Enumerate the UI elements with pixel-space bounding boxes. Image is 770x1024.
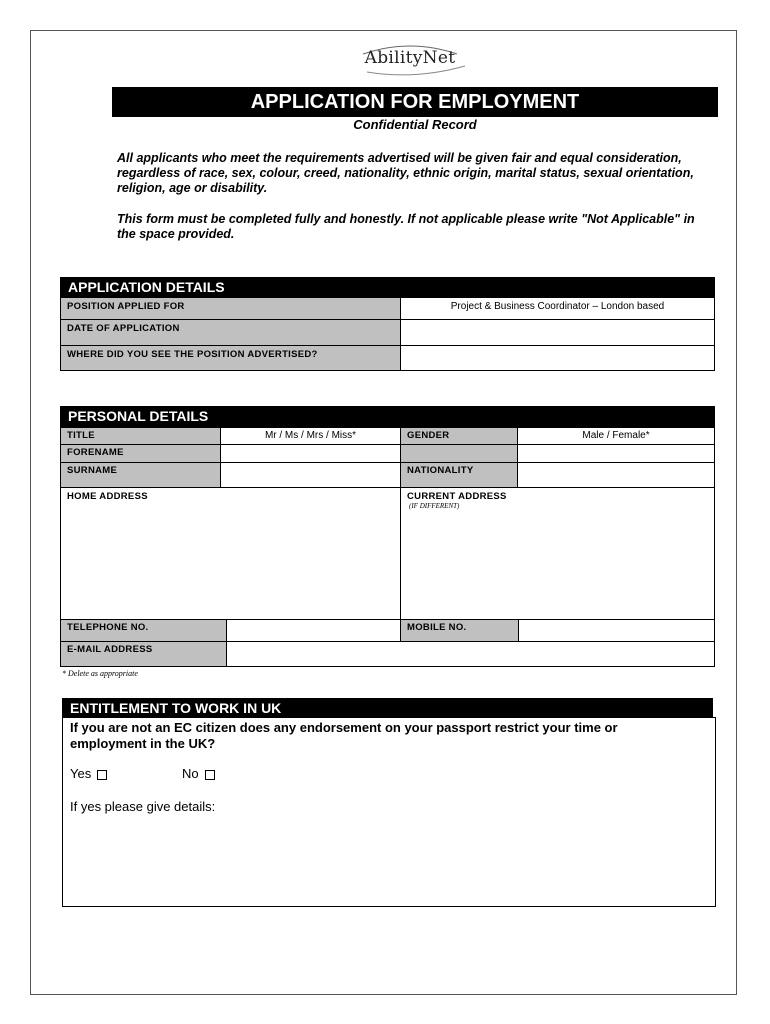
page-subtitle: Confidential Record	[353, 117, 477, 132]
forename-label: FORENAME	[60, 444, 221, 463]
current-address-box[interactable]	[400, 487, 715, 620]
no-checkbox[interactable]	[205, 770, 215, 780]
logo-text: AbilityNet	[364, 48, 456, 68]
nationality-field[interactable]	[517, 462, 715, 488]
personal-details-heading: PERSONAL DETAILS	[60, 406, 715, 427]
blank-cell	[517, 444, 715, 463]
mobile-field[interactable]	[518, 619, 715, 642]
telephone-label: TELEPHONE NO.	[60, 619, 227, 642]
position-applied-label: POSITION APPLIED FOR	[60, 297, 401, 320]
home-address-label: HOME ADDRESS	[67, 491, 148, 502]
entitlement-heading: ENTITLEMENT TO WORK IN UK	[62, 698, 713, 718]
blank-grey-cell	[400, 444, 518, 463]
entitlement-question: If you are not an EC citizen does any endorsement on your passport restrict your time or employment in the UK?	[70, 720, 618, 751]
details-label: If yes please give details:	[70, 799, 216, 814]
no-label: No	[182, 766, 199, 781]
date-of-application-label: DATE OF APPLICATION	[60, 319, 401, 346]
date-of-application-field[interactable]	[400, 319, 715, 346]
gender-field[interactable]: Male / Female*	[517, 427, 715, 445]
no-option[interactable]	[182, 766, 215, 781]
current-address-note: (IF DIFFERENT)	[409, 502, 460, 510]
email-field[interactable]	[226, 641, 715, 667]
page-title: APPLICATION FOR EMPLOYMENT	[112, 87, 718, 117]
gender-label: GENDER	[400, 427, 518, 445]
position-advertised-field[interactable]	[400, 345, 715, 371]
current-address-label: CURRENT ADDRESS	[407, 491, 507, 502]
nationality-label: NATIONALITY	[400, 462, 518, 488]
yes-checkbox[interactable]	[97, 770, 107, 780]
position-applied-field[interactable]: Project & Business Coordinator – London based	[400, 297, 715, 320]
surname-field[interactable]	[220, 462, 401, 488]
delete-footnote: * Delete as appropriate	[62, 669, 138, 678]
mobile-label: MOBILE NO.	[400, 619, 519, 642]
position-advertised-label: WHERE DID YOU SEE THE POSITION ADVERTISED?	[60, 345, 401, 371]
forename-field[interactable]	[220, 444, 401, 463]
surname-label: SURNAME	[60, 462, 221, 488]
yes-label: Yes	[70, 766, 92, 781]
yes-option[interactable]	[70, 766, 107, 781]
application-details-heading: APPLICATION DETAILS	[60, 277, 715, 297]
abilitynet-logo	[355, 42, 475, 78]
completion-instructions: This form must be completed fully and honestly. If not applicable please write "Not Applicable" in the space provided.	[117, 212, 695, 241]
email-label: E-MAIL ADDRESS	[60, 641, 227, 667]
equal-opportunity-statement: All applicants who meet the requirements advertised will be given fair and equal consideration, regardless of race, sex, colour, creed, nationality, ethnic origin, marital status, sexual orientation, religion, age or disability.	[117, 151, 694, 195]
title-field[interactable]: Mr / Ms / Mrs / Miss*	[220, 427, 401, 445]
details-field[interactable]	[66, 818, 711, 903]
telephone-field[interactable]	[226, 619, 401, 642]
title-label: TITLE	[60, 427, 221, 445]
home-address-box[interactable]	[60, 487, 401, 620]
